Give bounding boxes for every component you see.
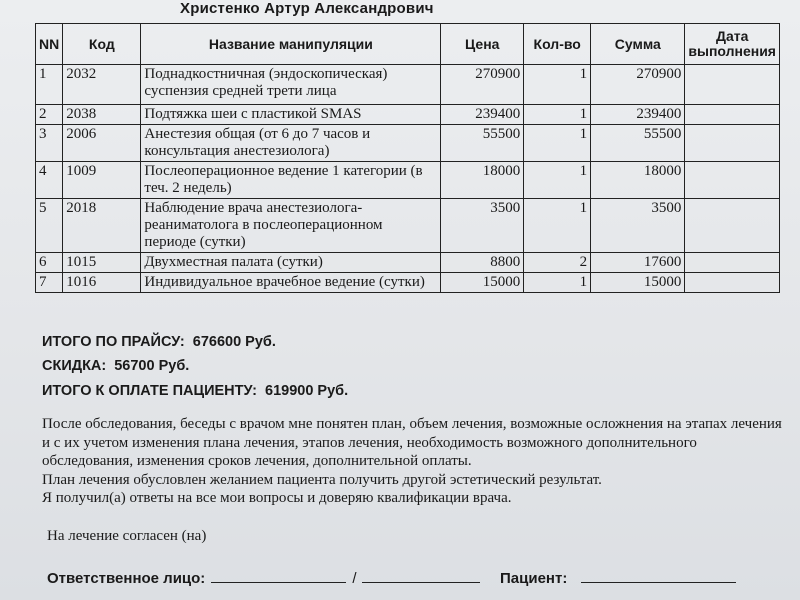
row-code: 1016 [63, 273, 141, 293]
table-row [36, 65, 780, 105]
row-date [685, 253, 780, 273]
row-code: 2006 [63, 125, 141, 162]
header-code: Код [63, 24, 141, 65]
total-to-pay [42, 383, 348, 399]
header-price: Цена [441, 24, 524, 65]
row-date [685, 162, 780, 199]
row-nn: 2 [36, 105, 63, 125]
responsible-label: Ответственное лицо: [47, 570, 206, 587]
row-qty: 1 [524, 199, 591, 253]
table-row [36, 105, 780, 125]
row-code: 2032 [63, 65, 141, 105]
row-date [685, 199, 780, 253]
discount [42, 358, 189, 374]
row-code: 2018 [63, 199, 141, 253]
row-name: Анестезия общая (от 6 до 7 часов и консультация анестезиолога) [141, 125, 441, 162]
row-qty: 1 [524, 162, 591, 199]
row-sum: 18000 [591, 162, 685, 199]
row-date [685, 105, 780, 125]
row-nn: 1 [36, 65, 63, 105]
patient-signature-line [581, 568, 736, 583]
row-name: Двухместная палата (сутки) [141, 253, 441, 273]
row-sum: 15000 [591, 273, 685, 293]
discount-value: 56700 Руб. [114, 358, 190, 374]
total-price-list-label: ИТОГО ПО ПРАЙСУ: [42, 334, 185, 350]
header-nn: NN [36, 24, 63, 65]
header-name: Название манипуляции [141, 24, 441, 65]
patient-name: Христенко Артур Александрович [180, 0, 434, 17]
responsible-name-line [362, 568, 480, 583]
row-date [685, 125, 780, 162]
row-name: Индивидуальное врачебное ведение (сутки) [141, 273, 441, 293]
patient-signature [500, 568, 736, 587]
row-nn: 5 [36, 199, 63, 253]
header-sum: Сумма [591, 24, 685, 65]
patient-label: Пациент: [500, 570, 568, 587]
row-qty: 1 [524, 65, 591, 105]
row-price: 8800 [441, 253, 524, 273]
table-row [36, 125, 780, 162]
responsible-signature [47, 568, 480, 587]
responsible-signature-line [211, 568, 346, 583]
row-name: Послеоперационное ведение 1 категории (в теч. 2 недель) [141, 162, 441, 199]
row-price: 3500 [441, 199, 524, 253]
total-price-list [42, 334, 276, 350]
row-date [685, 273, 780, 293]
header-date-line2: выполнения [688, 43, 776, 59]
total-price-list-value: 676600 Руб. [192, 334, 276, 350]
consent-paragraph-1: После обследования, беседы с врачом мне понятен план, объем лечения, возможные осложнения на этапах лечения и с их учетом изменения плана лечения, этапов лечения, необходимость возможного дополнительного обследования, изменения сроков лечения, дополнительной оплаты. [42, 416, 782, 469]
row-sum: 3500 [591, 199, 685, 253]
table-header-row [36, 24, 780, 65]
agree-statement: На лечение согласен (на) [47, 528, 207, 544]
row-code: 1009 [63, 162, 141, 199]
row-sum: 239400 [591, 105, 685, 125]
row-nn: 6 [36, 253, 63, 273]
total-to-pay-label: ИТОГО К ОПЛАТЕ ПАЦИЕНТУ: [42, 383, 257, 399]
row-price: 55500 [441, 125, 524, 162]
row-code: 2038 [63, 105, 141, 125]
row-qty: 1 [524, 105, 591, 125]
row-sum: 55500 [591, 125, 685, 162]
row-name: Поднадкостничная (эндоскопическая) суспензия средней трети лица [141, 65, 441, 105]
table-row [36, 162, 780, 199]
row-name: Наблюдение врача анестезиолога-реаниматолога в послеоперационном периоде (сутки) [141, 199, 441, 253]
services-table [35, 23, 780, 293]
row-price: 239400 [441, 105, 524, 125]
row-qty: 1 [524, 125, 591, 162]
header-date [685, 24, 780, 65]
row-qty: 2 [524, 253, 591, 273]
header-qty: Кол-во [524, 24, 591, 65]
table-row [36, 273, 780, 293]
table-row [36, 199, 780, 253]
row-name: Подтяжка шеи с пластикой SMAS [141, 105, 441, 125]
row-price: 18000 [441, 162, 524, 199]
row-price: 270900 [441, 65, 524, 105]
consent-paragraph-3: Я получил(а) ответы на все мои вопросы и доверяю квалификации врача. [42, 490, 512, 506]
signature-slash: / [352, 570, 357, 587]
row-nn: 7 [36, 273, 63, 293]
row-price: 15000 [441, 273, 524, 293]
table-row [36, 253, 780, 273]
row-code: 1015 [63, 253, 141, 273]
consent-text [42, 415, 782, 508]
row-nn: 4 [36, 162, 63, 199]
total-to-pay-value: 619900 Руб. [265, 383, 349, 399]
header-date-line1: Дата [715, 28, 749, 44]
row-sum: 17600 [591, 253, 685, 273]
row-sum: 270900 [591, 65, 685, 105]
consent-paragraph-2: План лечения обусловлен желанием пациента получить другой эстетический результат. [42, 471, 602, 488]
row-qty: 1 [524, 273, 591, 293]
discount-label: СКИДКА: [42, 358, 107, 374]
row-nn: 3 [36, 125, 63, 162]
row-date [685, 65, 780, 105]
